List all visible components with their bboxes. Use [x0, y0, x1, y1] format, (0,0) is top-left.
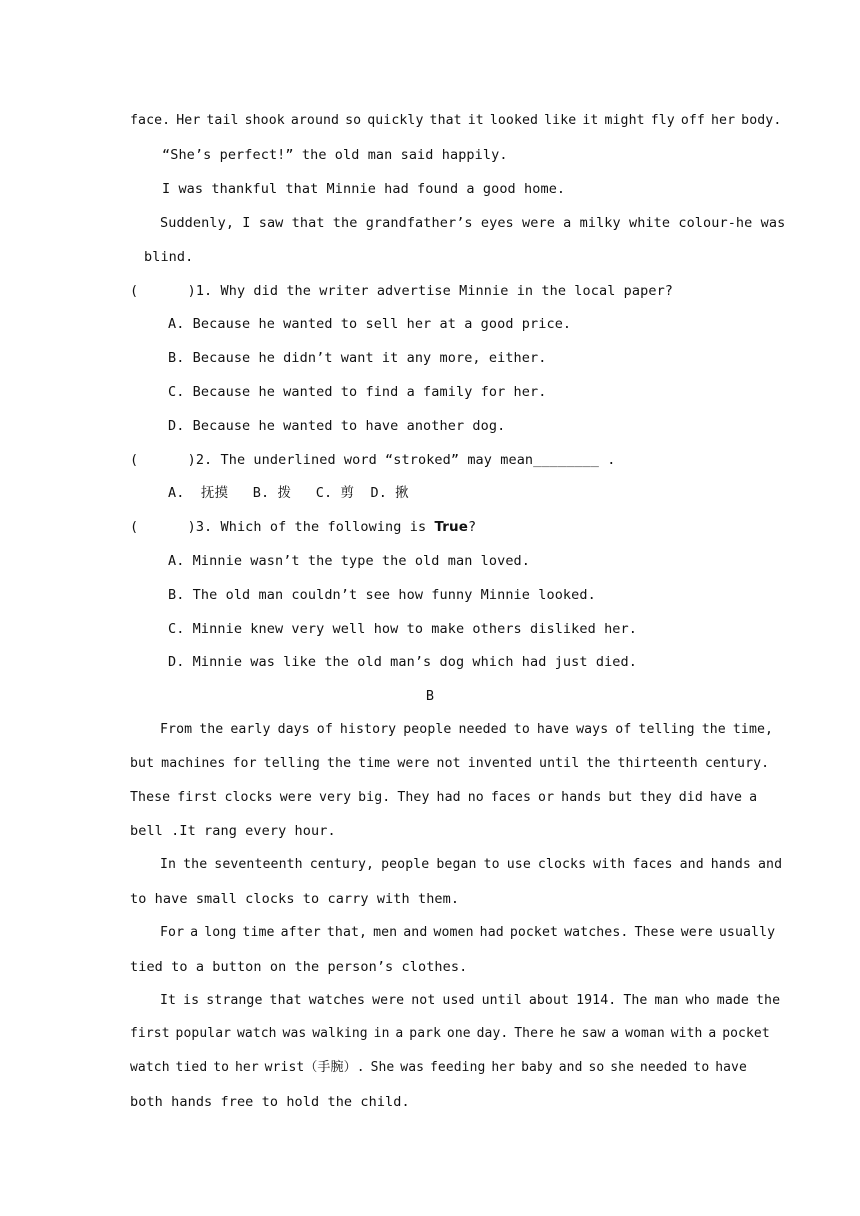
- section-b-paragraph-1-line-3: These first clocks were very big. They had no faces or hands but they did have a: [130, 790, 758, 805]
- question-1-stem: ( )1. Why did the writer advertise Minnie in the local paper?: [130, 283, 674, 299]
- question-3-stem: [130, 517, 476, 537]
- question-3-option-d: D. Minnie was like the old man’s dog which had just died.: [168, 654, 637, 670]
- section-b-paragraph-4-line-3: watch tied to her wrist（手腕）. She was feeding her baby and so she needed to have: [130, 1060, 747, 1075]
- section-b-paragraph-4-line-4: both hands free to hold the child.: [130, 1094, 410, 1110]
- question-1-option-b: B. Because he didn’t want it any more, either.: [168, 350, 547, 366]
- section-b-paragraph-1-line-2: but machines for telling the time were not invented until the thirteenth century.: [130, 756, 770, 771]
- question-1-option-a: A. Because he wanted to sell her at a good price.: [168, 316, 572, 332]
- section-b-paragraph-2-line-1: In the seventeenth century, people began to use clocks with faces and hands and: [160, 857, 783, 872]
- question-3-stem-bold: True: [434, 519, 468, 535]
- question-3-option-c: C. Minnie knew very well how to make others disliked her.: [168, 621, 637, 637]
- question-3-option-a: A. Minnie wasn’t the type the old man loved.: [168, 553, 531, 569]
- question-2-options: A. 抚摸 B. 拨 C. 剪 D. 揪: [168, 485, 409, 501]
- passage-a-line-4: Suddenly, I saw that the grandfather’s eyes were a milky white colour-he was: [160, 215, 786, 231]
- question-2-stem: ( )2. The underlined word “stroked” may mean________ .: [130, 452, 616, 468]
- section-b-paragraph-3-line-2: tied to a button on the person’s clothes.: [130, 959, 468, 975]
- section-b-paragraph-4-line-2: first popular watch was walking in a park one day. There he saw a woman with a pocket: [130, 1026, 770, 1041]
- section-b-paragraph-1-line-1: From the early days of history people needed to have ways of telling the time,: [160, 722, 774, 737]
- question-3-option-b: B. The old man couldn’t see how funny Minnie looked.: [168, 587, 596, 603]
- section-b-paragraph-3-line-1: For a long time after that, men and women had pocket watches. These were usually: [160, 925, 776, 940]
- passage-a-line-5: blind.: [144, 249, 194, 265]
- passage-a-line-1: face. Her tail shook around so quickly that it looked like it might fly off her body.: [130, 113, 782, 128]
- section-b-paragraph-2-line-2: to have small clocks to carry with them.: [130, 891, 460, 907]
- passage-a-line-2: “She’s perfect!” the old man said happily.: [162, 147, 508, 163]
- section-b-heading: B: [425, 688, 435, 704]
- question-1-option-c: C. Because he wanted to find a family for her.: [168, 384, 547, 400]
- passage-a-line-3: I was thankful that Minnie had found a good home.: [162, 181, 566, 197]
- question-3-stem-prefix: ( )3. Which of the following is: [130, 519, 435, 535]
- section-b-paragraph-1-line-4: bell .It rang every hour.: [130, 823, 336, 839]
- section-b-paragraph-4-line-1: It is strange that watches were not used until about 1914. The man who made the: [160, 993, 781, 1008]
- question-3-stem-suffix: ?: [468, 519, 477, 535]
- question-1-option-d: D. Because he wanted to have another dog.: [168, 418, 506, 434]
